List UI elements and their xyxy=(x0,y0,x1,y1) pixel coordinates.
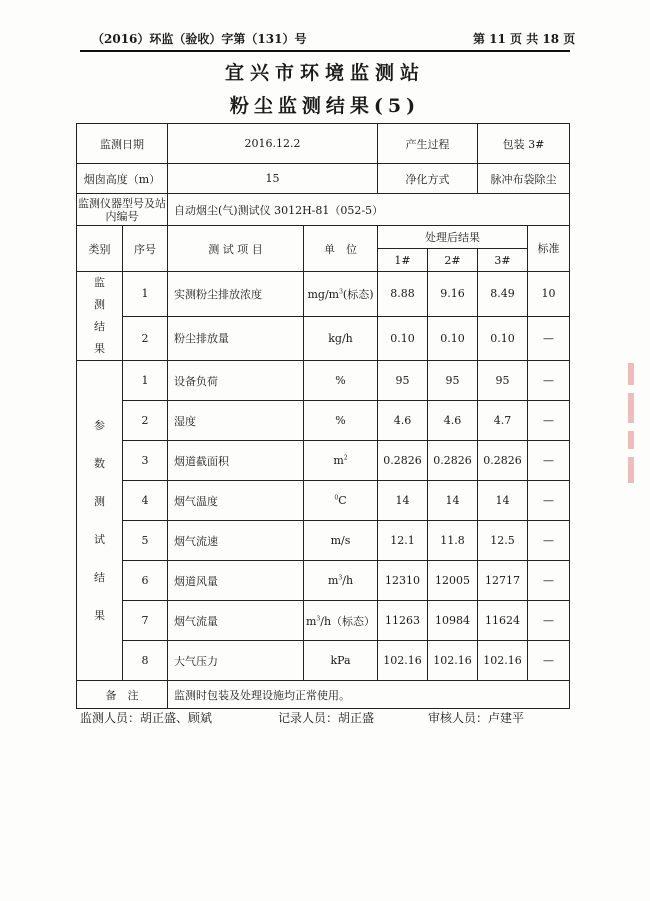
process-value: 包装 3# xyxy=(478,124,570,164)
unit-tail: /h xyxy=(342,574,354,587)
results-table xyxy=(76,123,570,709)
table-row xyxy=(77,272,570,317)
unit-cell xyxy=(304,561,378,601)
process-label: 产生过程 xyxy=(378,124,478,164)
result-2-cell: 12005 xyxy=(428,561,478,601)
result-3-cell: 95 xyxy=(478,361,528,401)
header-row xyxy=(77,226,570,249)
item-cell: 烟气流速 xyxy=(168,521,304,561)
unit-base: % xyxy=(335,374,346,387)
unit-cell xyxy=(304,272,378,317)
result-1-cell: 0.2826 xyxy=(378,441,428,481)
unit-sup: 0 xyxy=(334,494,339,502)
group2-char: 果 xyxy=(94,608,105,622)
unit-cell xyxy=(304,641,378,681)
result-1-cell: 0.10 xyxy=(378,316,428,361)
info-row-date xyxy=(77,124,570,164)
seal-stamp-edge xyxy=(628,355,636,485)
table-row xyxy=(77,641,570,681)
category-header: 类别 xyxy=(77,226,123,272)
table-row xyxy=(77,521,570,561)
result-3-cell: 8.49 xyxy=(478,272,528,317)
result-1-header: 1# xyxy=(378,249,428,272)
standard-cell: — xyxy=(528,521,570,561)
seq-cell: 2 xyxy=(123,401,168,441)
result-2-cell: 0.10 xyxy=(428,316,478,361)
unit-cell xyxy=(304,481,378,521)
unit-cell xyxy=(304,601,378,641)
unit-tail: /h（标态） xyxy=(320,614,376,628)
item-cell: 粉尘排放量 xyxy=(168,316,304,361)
height-label: 烟囱高度（m） xyxy=(77,164,168,194)
instrument-value: 自动烟尘(气)测试仪 3012H-81（052-5） xyxy=(168,194,570,226)
info-row-instrument xyxy=(77,194,570,226)
result-1-cell: 12.1 xyxy=(378,521,428,561)
standard-cell: — xyxy=(528,641,570,681)
date-value: 2016.12.2 xyxy=(168,124,378,164)
seq-cell: 2 xyxy=(123,316,168,361)
group2-char: 结 xyxy=(94,570,105,584)
result-3-cell: 14 xyxy=(478,481,528,521)
unit-tail: C xyxy=(338,494,347,507)
result-1-cell: 8.88 xyxy=(378,272,428,317)
result-2-cell: 10984 xyxy=(428,601,478,641)
document-number: （2016）环监（验收）字第（131）号 xyxy=(92,32,307,46)
result-3-cell: 12717 xyxy=(478,561,528,601)
result-1-cell: 102.16 xyxy=(378,641,428,681)
result-1-cell: 11263 xyxy=(378,601,428,641)
result-2-cell: 14 xyxy=(428,481,478,521)
unit-cell xyxy=(304,316,378,361)
result-3-cell: 4.7 xyxy=(478,401,528,441)
unit-base: m xyxy=(327,574,339,587)
result-1-cell: 4.6 xyxy=(378,401,428,441)
item-cell: 设备负荷 xyxy=(168,361,304,401)
seq-cell: 4 xyxy=(123,481,168,521)
remarks-row xyxy=(77,681,570,709)
unit-base: kPa xyxy=(330,654,351,667)
standard-cell: — xyxy=(528,401,570,441)
info-row-height xyxy=(77,164,570,194)
result-2-cell: 9.16 xyxy=(428,272,478,317)
report-title: 粉尘监测结果(5) xyxy=(229,95,421,117)
item-header: 测 试 项 目 xyxy=(168,226,304,272)
item-cell: 大气压力 xyxy=(168,641,304,681)
result-3-header: 3# xyxy=(478,249,528,272)
item-cell: 实测粉尘排放浓度 xyxy=(168,272,304,317)
group1-label xyxy=(77,272,123,361)
standard-header: 标准 xyxy=(528,226,570,272)
result-3-cell: 11624 xyxy=(478,601,528,641)
result-1-cell: 12310 xyxy=(378,561,428,601)
purify-label: 净化方式 xyxy=(378,164,478,194)
standard-cell: — xyxy=(528,601,570,641)
unit-sup: 3 xyxy=(338,574,343,582)
group2-char: 数 xyxy=(94,456,105,470)
item-cell: 湿度 xyxy=(168,401,304,441)
item-cell: 烟道截面积 xyxy=(168,441,304,481)
result-1-cell: 14 xyxy=(378,481,428,521)
height-value: 15 xyxy=(168,164,378,194)
seq-cell: 3 xyxy=(123,441,168,481)
result-3-cell: 0.2826 xyxy=(478,441,528,481)
result-2-cell: 4.6 xyxy=(428,401,478,441)
unit-base: m xyxy=(305,614,317,628)
date-label: 监测日期 xyxy=(77,124,168,164)
unit-base: mg/m xyxy=(307,287,340,301)
result-1-cell: 95 xyxy=(378,361,428,401)
group1-char: 果 xyxy=(94,342,105,355)
item-cell: 烟道风量 xyxy=(168,561,304,601)
reviewer-staff: 审核人员：卢建平 xyxy=(428,711,525,725)
standard-cell: — xyxy=(528,561,570,601)
item-cell: 烟气温度 xyxy=(168,481,304,521)
unit-sup: 2 xyxy=(343,454,348,462)
group2-char: 测 xyxy=(94,494,105,508)
table-row xyxy=(77,316,570,361)
unit-cell xyxy=(304,361,378,401)
seq-header: 序号 xyxy=(123,226,168,272)
header-divider xyxy=(80,50,570,52)
instrument-label: 监测仪器型号及站内编号 xyxy=(77,194,168,226)
unit-base: % xyxy=(335,414,346,427)
standard-cell: — xyxy=(528,441,570,481)
unit-base: m xyxy=(333,454,344,467)
group2-char: 参 xyxy=(94,418,105,432)
purify-value: 脉冲布袋除尘 xyxy=(478,164,570,194)
group2-label xyxy=(77,361,123,681)
result-2-cell: 0.2826 xyxy=(428,441,478,481)
standard-cell: — xyxy=(528,316,570,361)
result-3-cell: 102.16 xyxy=(478,641,528,681)
unit-base: kg/h xyxy=(328,331,353,345)
group1-char: 测 xyxy=(94,298,105,311)
table-row xyxy=(77,481,570,521)
unit-tail: (标态) xyxy=(342,287,374,301)
group2-char: 试 xyxy=(94,532,105,546)
group1-char: 监 xyxy=(94,276,105,289)
seq-cell: 6 xyxy=(123,561,168,601)
table-row xyxy=(77,401,570,441)
monitor-staff: 监测人员：胡正盛、顾斌 xyxy=(80,711,213,725)
group1-char: 结 xyxy=(94,320,105,333)
item-cell: 烟气流量 xyxy=(168,601,304,641)
seq-cell: 1 xyxy=(123,272,168,317)
unit-sup: 3 xyxy=(339,288,343,296)
table-row xyxy=(77,601,570,641)
unit-sup: 3 xyxy=(316,614,321,622)
result-2-header: 2# xyxy=(428,249,478,272)
unit-cell xyxy=(304,521,378,561)
recorder-staff: 记录人员：胡正盛 xyxy=(278,711,375,725)
seq-cell: 7 xyxy=(123,601,168,641)
unit-cell xyxy=(304,401,378,441)
unit-header: 单 位 xyxy=(304,226,378,272)
seq-cell: 5 xyxy=(123,521,168,561)
seq-cell: 8 xyxy=(123,641,168,681)
unit-cell xyxy=(304,441,378,481)
result-group-header: 处理后结果 xyxy=(378,226,528,249)
organization-title: 宜兴市环境监测站 xyxy=(224,62,425,84)
table-row xyxy=(77,561,570,601)
standard-cell: — xyxy=(528,481,570,521)
seq-cell: 1 xyxy=(123,361,168,401)
result-3-cell: 12.5 xyxy=(478,521,528,561)
table-row xyxy=(77,361,570,401)
remarks-text: 监测时包装及处理设施均正常使用。 xyxy=(168,681,570,709)
result-2-cell: 11.8 xyxy=(428,521,478,561)
standard-cell: — xyxy=(528,361,570,401)
page-indicator: 第 11 页 共 18 页 xyxy=(473,32,576,46)
result-3-cell: 0.10 xyxy=(478,316,528,361)
table-row xyxy=(77,441,570,481)
unit-base: m/s xyxy=(330,534,351,547)
standard-cell: 10 xyxy=(528,272,570,317)
result-2-cell: 95 xyxy=(428,361,478,401)
remarks-label: 备 注 xyxy=(77,681,168,709)
result-2-cell: 102.16 xyxy=(428,641,478,681)
